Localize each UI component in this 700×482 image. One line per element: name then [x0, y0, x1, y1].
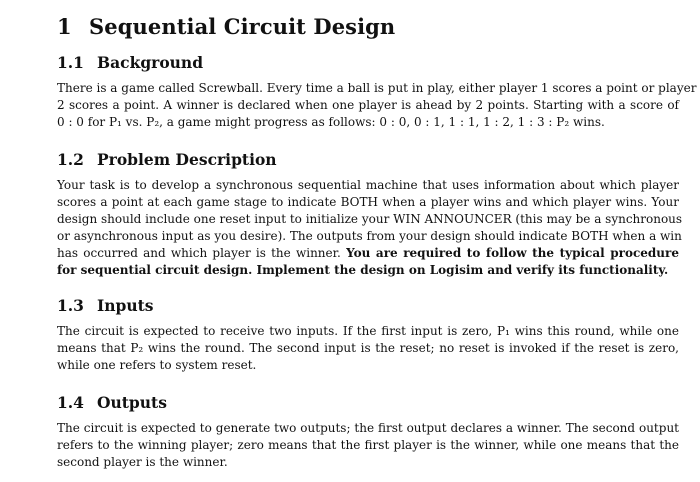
paragraph-line: There is a game called Screwball. Every time a ball is put in play, either player 1 scores a point or player: [57, 81, 697, 95]
section-number: 1: [57, 14, 72, 39]
subsection-title: Problem Description: [97, 150, 277, 169]
subsection-title: Inputs: [97, 296, 154, 315]
bold-requirement-text: You are required to follow the typical procedure: [346, 246, 679, 260]
subsection-number: 1.1: [57, 53, 84, 72]
section-title: Sequential Circuit Design: [89, 14, 396, 39]
subsection-title: Background: [97, 53, 204, 72]
subsection-heading-background: [57, 53, 203, 72]
paragraph-line: refers to the winning player; zero means that the first player is the winner, while one means that the: [57, 438, 679, 452]
section-heading: [57, 14, 395, 39]
paragraph-line: The circuit is expected to generate two outputs; the first output declares a winner. The second output: [57, 421, 679, 435]
paragraph-line: while one refers to system reset.: [57, 358, 257, 372]
paragraph-line: 0 : 0 for P₁ vs. P₂, a game might progress as follows: 0 : 0, 0 : 1, 1 : 1, 1 : 2, 1 : 3 : P₂ wins.: [57, 115, 605, 129]
paragraph-line: The circuit is expected to receive two inputs. If the first input is zero, P₁ wins this round, while one: [57, 324, 679, 338]
bold-requirement-line: for sequential circuit design. Implement the design on Logisim and verify its functionality.: [57, 263, 669, 277]
paragraph-line-mixed: [57, 245, 679, 262]
background-paragraph: [57, 80, 697, 131]
inputs-paragraph: [57, 323, 679, 374]
subsection-number: 1.3: [57, 296, 84, 315]
subsection-title: Outputs: [97, 393, 167, 412]
subsection-number: 1.4: [57, 393, 84, 412]
subsection-heading-problem-description: [57, 150, 277, 169]
outputs-paragraph: [57, 420, 679, 471]
paragraph-line: scores a point at each game stage to indicate BOTH when a player wins and which player wins. Your: [57, 195, 679, 209]
paragraph-text: has occurred and which player is the winner.: [57, 246, 341, 260]
paragraph-line: 2 scores a point. A winner is declared when one player is ahead by 2 points. Starting with a score of: [57, 98, 679, 112]
subsection-number: 1.2: [57, 150, 84, 169]
problem-description-paragraph: [57, 177, 683, 279]
subsection-heading-outputs: [57, 393, 167, 412]
subsection-heading-inputs: [57, 296, 154, 315]
paragraph-line: or asynchronous input as you desire). The outputs from your design should indicate BOTH when a win: [57, 229, 682, 243]
paragraph-line: design should include one reset input to initialize your WIN ANNOUNCER (this may be a synchronous: [57, 212, 683, 226]
paragraph-line: second player is the winner.: [57, 455, 228, 469]
paragraph-line: Your task is to develop a synchronous sequential machine that uses information about which player: [57, 178, 679, 192]
paragraph-line: means that P₂ wins the round. The second input is the reset; no reset is invoked if the reset is zero,: [57, 341, 679, 355]
